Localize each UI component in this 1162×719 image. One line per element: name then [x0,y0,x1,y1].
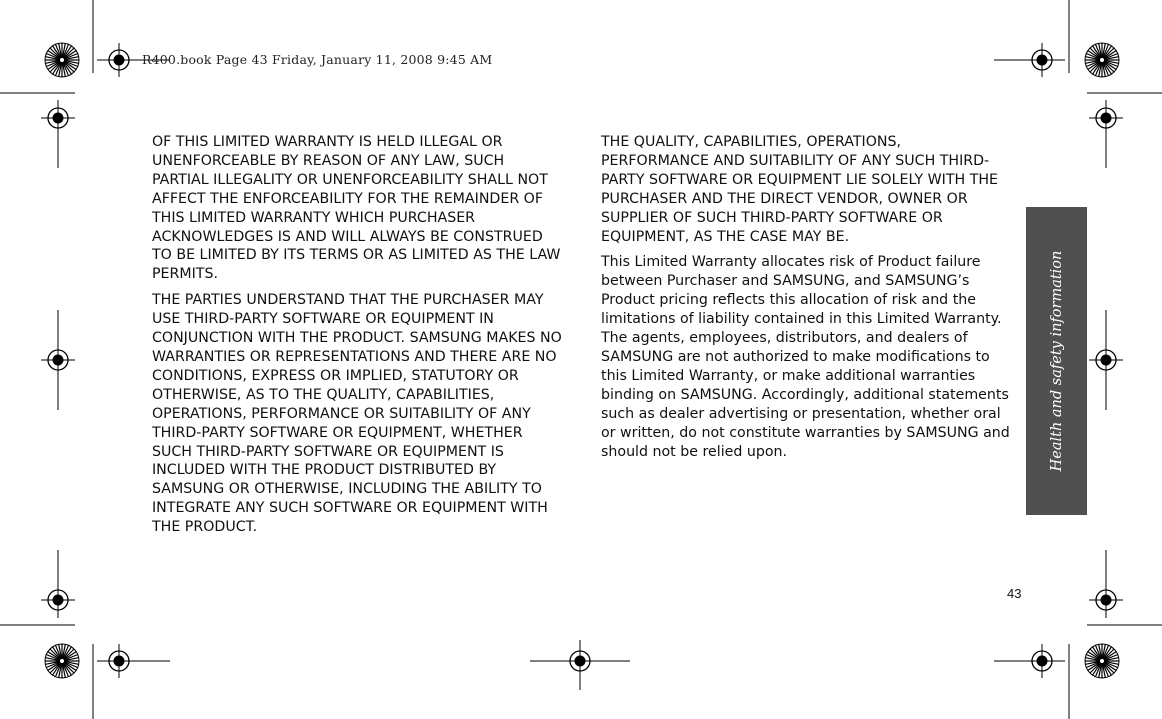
page-number: 43 [1007,586,1022,601]
right-paragraph-2: This Limited Warranty allocates risk of Product failure between Purchaser and SAMSUNG, and SAMSUNG’s Product pricing reflects this allocation of risk and the limitations of liability contained in this Limited Warranty. The agents, employees, distributors, and dealers of SAMSUNG are not authorized to make modifications to this Limited Warranty, or make additional warranties binding on SAMSUNG. Accordingly, additional statements such as dealer advertising or presentation, whether oral or written, do not constitute warranties by SAMSUNG and should not be relied upon. [601,254,1010,460]
left-paragraph-1: OF THIS LIMITED WARRANTY IS HELD ILLEGAL OR UNENFORCEABLE BY REASON OF ANY LAW, SUCH PARTIAL ILLEGALITY OR UNENFORCEABILITY SHALL NOT AFFECT THE ENFORCEABILITY FOR THE REMAINDER OF THIS LIMITED WARRANTY WHICH PURCHASER ACKNOWLEDGES IS AND WILL ALWAYS BE CONSTRUED TO BE LIMITED BY ITS TERMS OR AS LIMITED AS THE LAW PERMITS. [152,134,561,283]
left-column [152,133,564,544]
section-side-tab-label: Health and safety information [1048,250,1065,472]
right-column [601,133,1011,468]
section-side-tab [1026,207,1087,515]
left-paragraph-2: THE PARTIES UNDERSTAND THAT THE PURCHASER MAY USE THIRD-PARTY SOFTWARE OR EQUIPMENT IN CONJUNCTION WITH THE PRODUCT. SAMSUNG MAKES NO WARRANTIES OR REPRESENTATIONS AND THERE ARE NO CONDITIONS, EXPRESS OR IMPLIED, STATUTORY OR OTHERWISE, AS TO THE QUALITY, CAPABILITIES, OPERATIONS, PERFORMANCE OR SUITABILITY OF ANY THIRD-PARTY SOFTWARE OR EQUIPMENT, WHETHER SUCH THIRD-PARTY SOFTWARE OR EQUIPMENT IS INCLUDED WITH THE PRODUCT DISTRIBUTED BY SAMSUNG OR OTHERWISE, INCLUDING THE ABILITY TO INTEGRATE ANY SUCH SOFTWARE OR EQUIPMENT WITH THE PRODUCT. [152,292,562,536]
book-page-stamp: R400.book Page 43 Friday, January 11, 2008 9:45 AM [142,52,493,67]
right-paragraph-1: THE QUALITY, CAPABILITIES, OPERATIONS, PERFORMANCE AND SUITABILITY OF ANY SUCH THIRD-PARTY SOFTWARE OR EQUIPMENT LIE SOLELY WITH THE PURCHASER AND THE DIRECT VENDOR, OWNER OR SUPPLIER OF SUCH THIRD-PARTY SOFTWARE OR EQUIPMENT, AS THE CASE MAY BE. [601,134,998,245]
